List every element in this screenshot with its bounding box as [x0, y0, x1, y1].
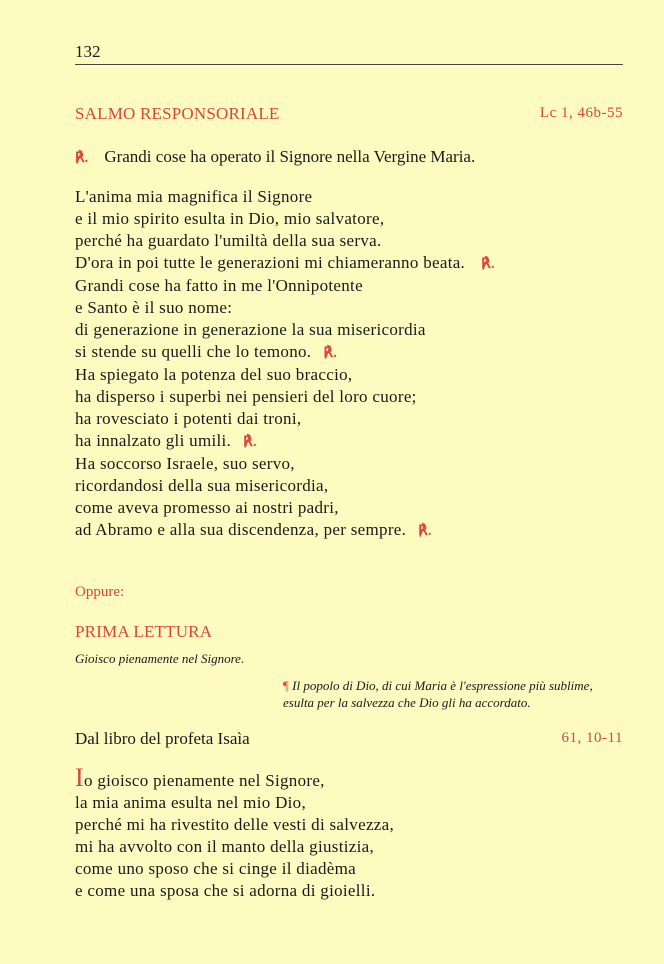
verse-line: L'anima mia magnifica il Signore	[75, 187, 313, 206]
verse-line: ha rovesciato i potenti dai troni,	[75, 409, 302, 428]
verse-line: ricordandosi della sua misericordia,	[75, 476, 329, 495]
reading-line: e come una sposa che si adorna di gioielli.	[75, 881, 376, 900]
reading-source: Dal libro del profeta Isaìa	[75, 729, 250, 748]
reading-note	[283, 677, 628, 711]
verse-line: si stende su quelli che lo temono.	[75, 342, 312, 361]
verse-line: Grandi cose ha fatto in me l'Onnipotente	[75, 276, 363, 295]
header-rule	[75, 64, 623, 65]
response-symbol: ℟.	[323, 346, 338, 361]
verse-line: ha innalzato gli umili.	[75, 431, 232, 450]
alternative-label: Oppure:	[75, 584, 125, 600]
verse-line: ad Abramo e alla sua discendenza, per sempre.	[75, 520, 407, 539]
page-number: 132	[75, 42, 101, 61]
response-symbol: ℟.	[481, 257, 495, 272]
verse-line: perché ha guardato l'umiltà della sua serva.	[75, 231, 382, 250]
note-line: Il popolo di Dio, di cui Maria è l'espressione più sublime,	[292, 678, 593, 693]
response-symbol: ℟.	[75, 151, 89, 166]
verse-line: come aveva promesso ai nostri padri,	[75, 498, 339, 517]
psalm-stanza	[75, 186, 495, 276]
reading-line: come uno sposo che si cinge il diadèma	[75, 859, 356, 878]
psalm-stanza	[75, 275, 426, 365]
verse-line: e Santo è il suo nome:	[75, 298, 233, 317]
note-symbol: ¶	[283, 678, 289, 693]
verse-line: Ha soccorso Israele, suo servo,	[75, 454, 295, 473]
psalm-response	[75, 147, 475, 167]
verse-line: D'ora in poi tutte le generazioni mi chiameranno beata.	[75, 253, 466, 272]
drop-cap: I	[75, 763, 84, 792]
response-text: Grandi cose ha operato il Signore nella Vergine Maria.	[104, 147, 476, 166]
psalm-stanza	[75, 364, 417, 454]
reading-line: mi ha avvolto con il manto della giustizia,	[75, 837, 375, 856]
verse-line: Ha spiegato la potenza del suo braccio,	[75, 365, 353, 384]
psalm-stanza	[75, 453, 432, 543]
psalm-title: SALMO RESPONSORIALE	[75, 104, 280, 123]
note-line: esulta per la salvezza che Dio gli ha accordato.	[283, 695, 531, 710]
response-symbol: ℟.	[243, 435, 257, 450]
reading-text	[75, 763, 395, 902]
reading-reference: 61, 10-11	[561, 730, 623, 746]
reading-subtitle: Gioisco pienamente nel Signore.	[75, 651, 245, 666]
verse-line: e il mio spirito esulta in Dio, mio salvatore,	[75, 209, 385, 228]
verse-line: ha disperso i superbi nei pensieri del loro cuore;	[75, 387, 417, 406]
reading-line: o gioisco pienamente nel Signore,	[83, 771, 325, 790]
psalm-reference: Lc 1, 46b-55	[539, 105, 623, 121]
reading-title: PRIMA LETTURA	[75, 622, 213, 641]
reading-line: perché mi ha rivestito delle vesti di salvezza,	[75, 815, 395, 834]
response-symbol: ℟.	[418, 524, 432, 539]
verse-line: di generazione in generazione la sua misericordia	[75, 320, 426, 339]
reading-line: la mia anima esulta nel mio Dio,	[75, 793, 307, 812]
